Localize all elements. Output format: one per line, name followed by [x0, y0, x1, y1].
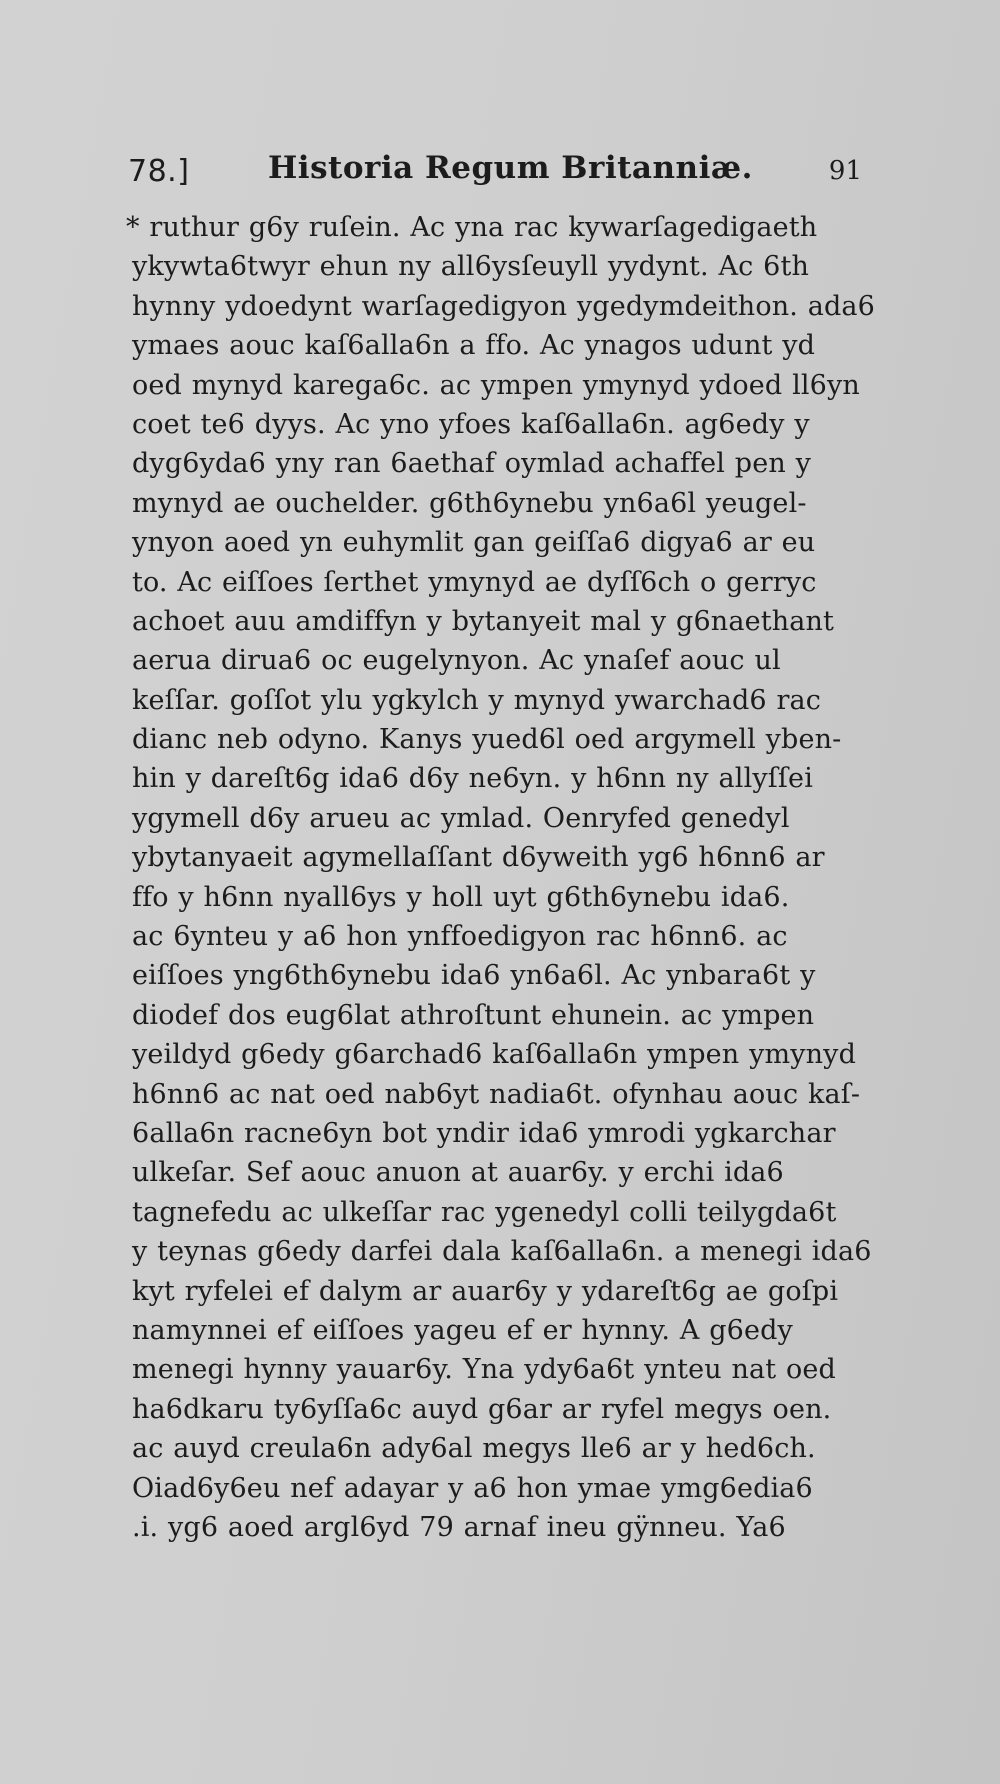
text-line: * ruthur g6y ruſein. Ac yna rac kywarſagedigaeth	[126, 212, 818, 243]
text-line: diodef dos eug6lat athroſtunt ehunein. ac ympen	[132, 999, 815, 1031]
text-line: Oiad6y6eu nef adayar y a6 hon ymae ymg6edia6	[132, 1472, 813, 1504]
text-line: keſſar. goſſot ylu ygkylch y mynyd ywarchad6 rac	[132, 684, 822, 716]
text-line: ygymell d6y arueu ac ymlad. Oenryfed genedyl	[132, 802, 790, 834]
text-line: y teynas g6edy darfei dala kaſ6alla6n. a menegi ida6	[132, 1236, 872, 1268]
text-line: yeildyd g6edy g6archad6 kaſ6alla6n ympen ymynyd	[132, 1039, 857, 1071]
text-line: dianc neb odyno. Kanys yued6l oed argymell yben-	[132, 724, 842, 756]
page-range-reference: 78.]	[128, 154, 190, 189]
text-line: coet te6 dyys. Ac yno yfoes kaſ6alla6n. ag6edy y	[132, 408, 810, 440]
text-line: .i. yg6 aoed argl6yd 79 arnaf ineu gÿnneu. Ya6	[132, 1511, 786, 1543]
text-line: oed mynyd karega6c. ac ympen ymynyd ydoed ll6yn	[132, 369, 860, 401]
text-line: mynyd ae ouchelder. g6th6ynebu yn6a6l yeugel-	[132, 487, 807, 519]
text-line: ulkeſar. Sef aouc anuon at auar6y. y erchi ida6	[132, 1157, 784, 1189]
body-text	[126, 208, 892, 1547]
text-line: tagnefedu ac ulkeſſar rac ygenedyl colli teilygda6t	[132, 1196, 837, 1228]
text-line: to. Ac eiſſoes ſerthet ymynyd ae dyſſ6ch o gerryc	[132, 566, 817, 598]
text-line: h6nn6 ac nat oed nab6yt nadia6t. ofynhau aouc kaſ-	[132, 1078, 861, 1110]
page-header	[128, 150, 868, 190]
text-line: dyg6yda6 yny ran 6aethaf oymlad achaffel pen y	[132, 448, 811, 480]
page-number: 91	[828, 156, 862, 186]
text-line: hin y dareſt6g ida6 d6y ne6yn. y h6nn ny allyſſei	[132, 763, 813, 795]
text-line: 6alla6n racne6yn bot yndir ida6 ymrodi ygkarchar	[132, 1117, 836, 1149]
text-line: ffo y h6nn nyall6ys y holl uyt g6th6ynebu ida6.	[132, 881, 790, 913]
text-line: hynny ydoedynt warſagedigyon ygedymdeithon. ada6	[132, 290, 875, 322]
running-title: Historia Regum Britanniæ.	[268, 150, 753, 186]
text-line: ymaes aouc kaſ6alla6n a ffo. Ac ynagos udunt yd	[132, 330, 816, 362]
text-line: ac 6ynteu y a6 hon ynffoedigyon rac h6nn6. ac	[132, 921, 788, 953]
text-line: achoet auu amdiffyn y bytanyeit mal y g6naethant	[132, 605, 835, 637]
text-line: eiſſoes yng6th6ynebu ida6 yn6a6l. Ac ynbara6t y	[132, 960, 816, 992]
text-line: menegi hynny yauar6y. Yna ydy6a6t ynteu nat oed	[132, 1354, 836, 1386]
text-line: ybytanyaeit agymellaſſant d6yweith yg6 h6nn6 ar	[132, 842, 825, 874]
text-line: namynnei ef eiſſoes yageu ef er hynny. A g6edy	[132, 1314, 793, 1346]
text-line: aerua dirua6 oc eugelynyon. Ac ynaſef aouc ul	[132, 645, 781, 677]
text-line: ha6dkaru ty6yſſa6c auyd g6ar ar ryfel megys oen.	[132, 1393, 832, 1425]
text-line: kyt ryfelei ef dalym ar auar6y y ydareſt6g ae goſpi	[132, 1275, 839, 1307]
text-line: ac auyd creula6n ady6al megys lle6 ar y hed6ch.	[132, 1433, 816, 1465]
text-line: ynyon aoed yn euhymlit gan geiſſa6 digya6 ar eu	[132, 527, 816, 559]
text-line: ykywta6twyr ehun ny all6ysſeuyll yydynt. Ac 6th	[132, 251, 810, 283]
